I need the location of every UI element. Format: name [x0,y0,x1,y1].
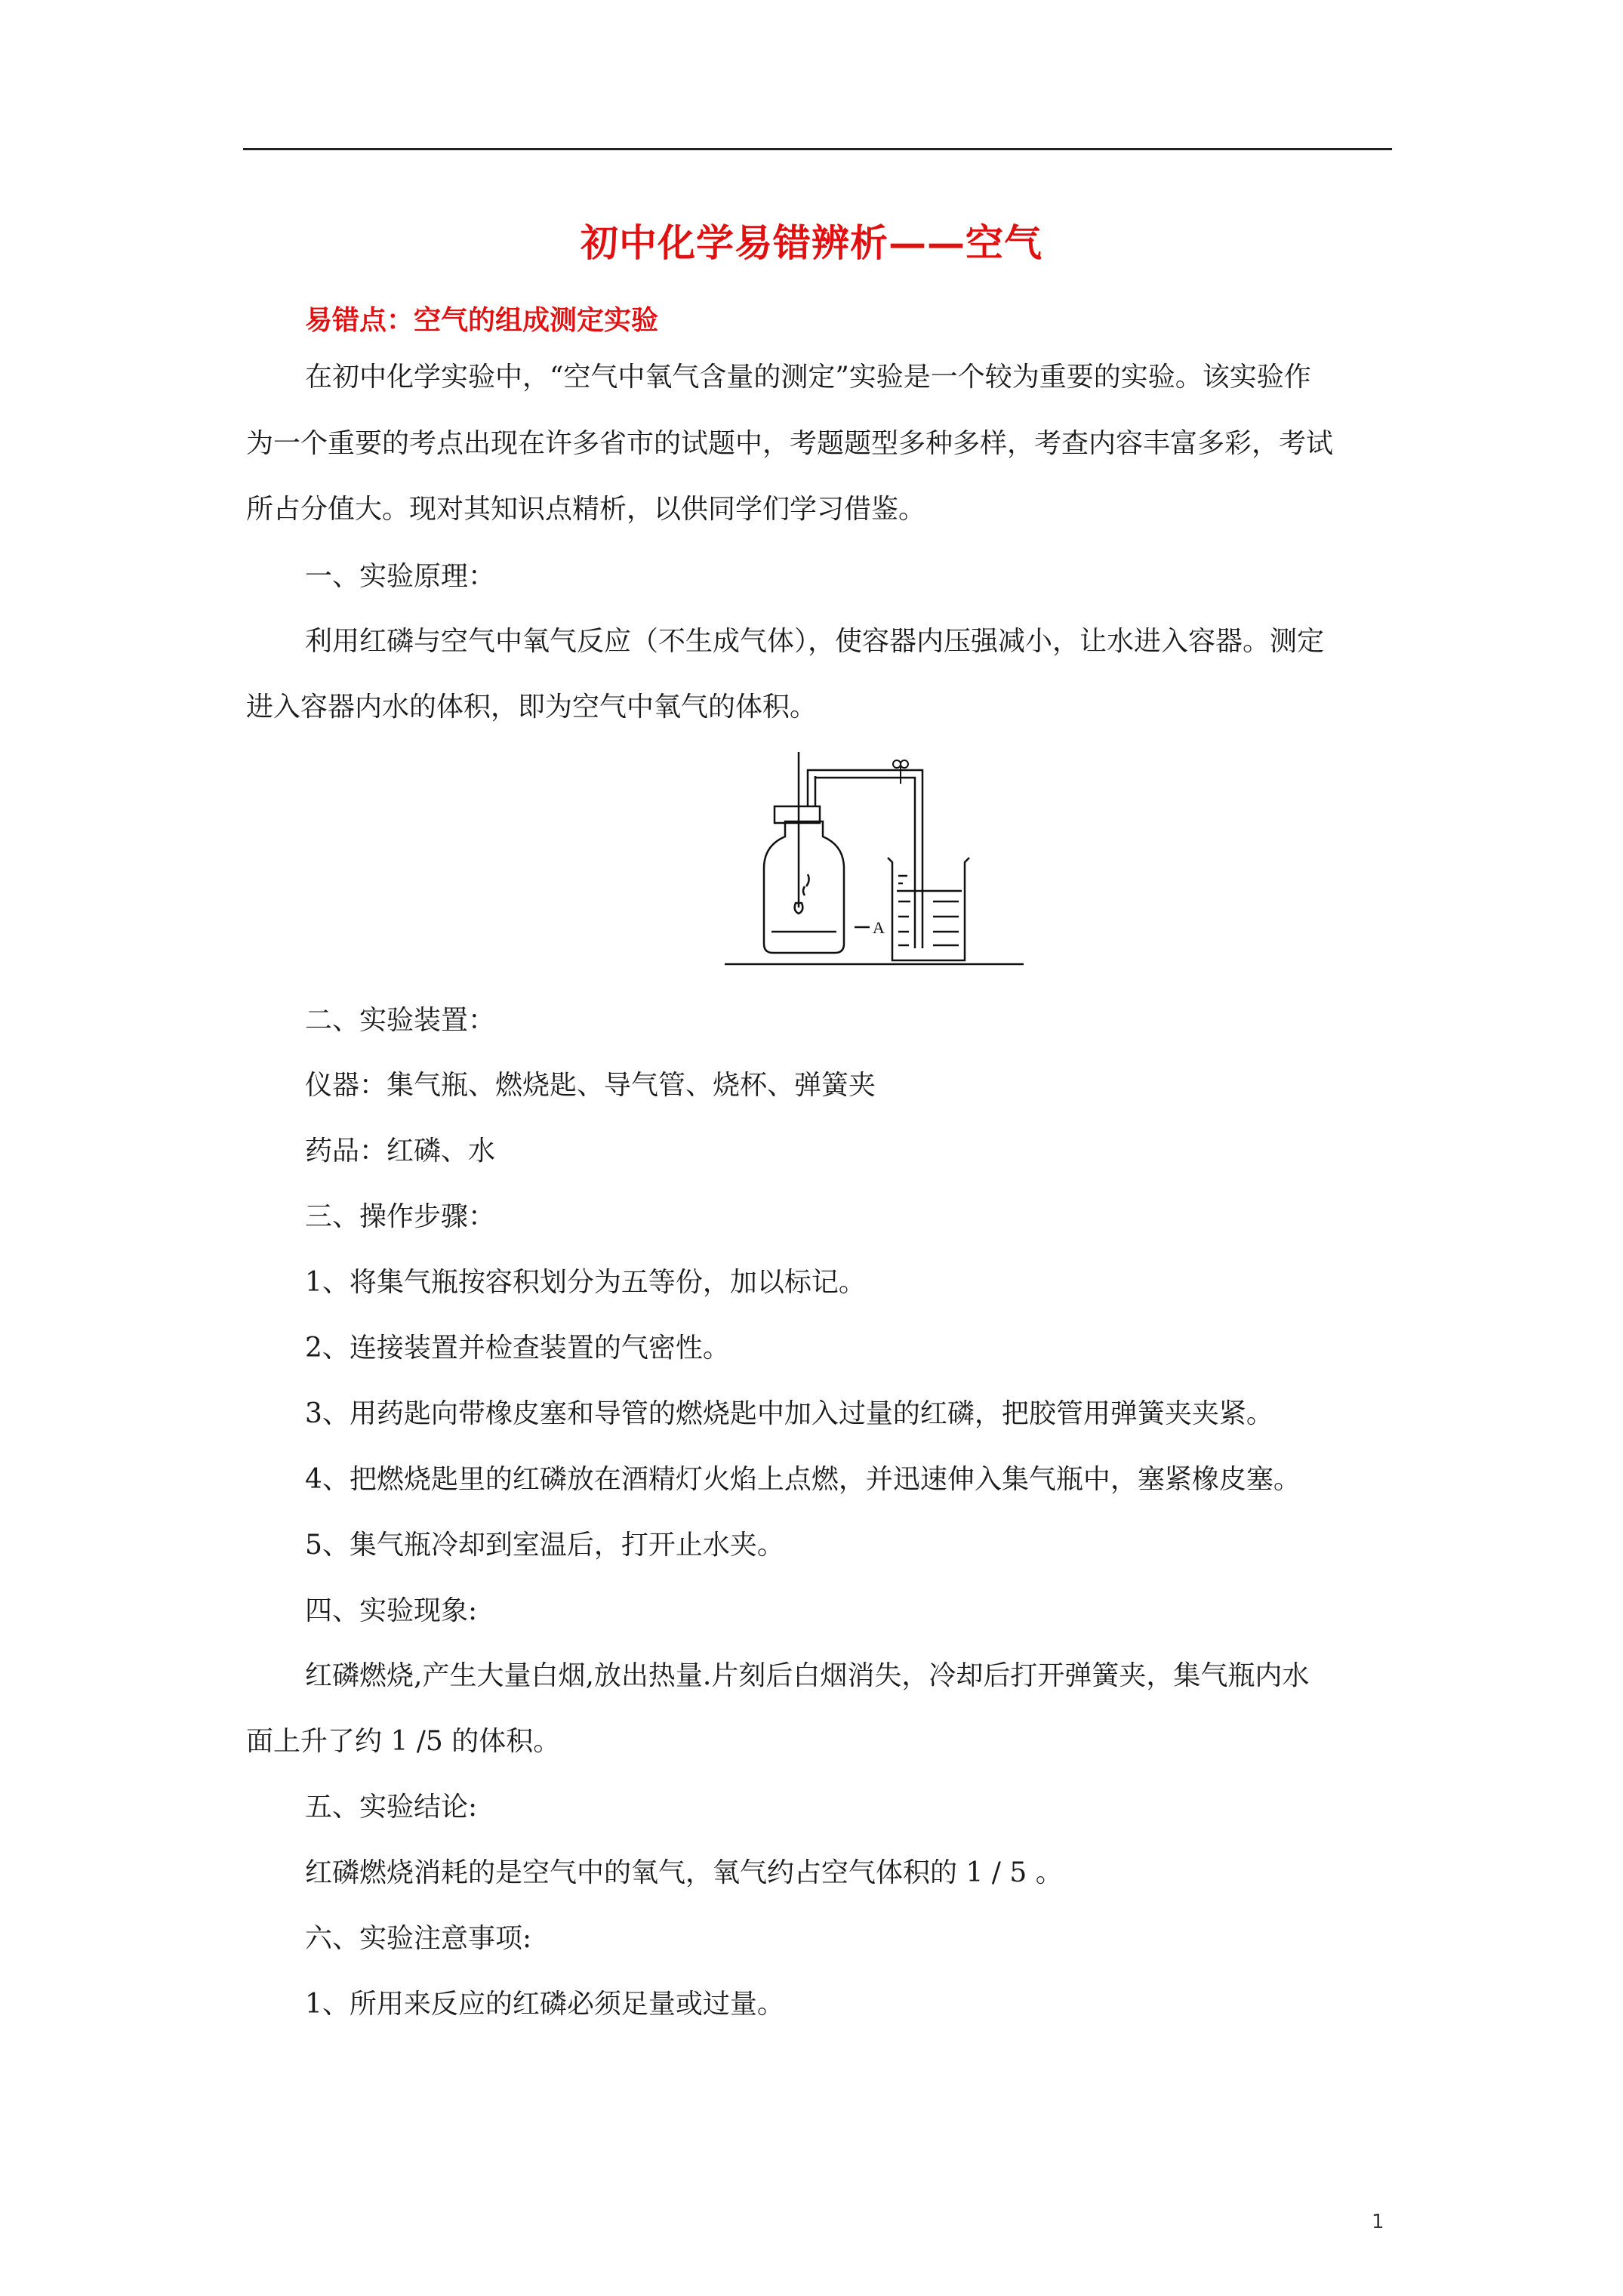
phenomena-line-2: 面上升了约 1 /5 的体积。 [246,1726,561,1757]
page-number: 1 [1372,2211,1384,2233]
step-4: 4、把燃烧匙里的红磷放在酒精灯火焰上点燃，并迅速伸入集气瓶中，塞紧橡皮塞。 [305,1464,1301,1495]
section-heading-apparatus: 二、实验装置： [305,1005,496,1036]
label-a: A [873,918,885,937]
section-heading-conclusion: 五、实验结论: [305,1792,478,1823]
step-5: 5、集气瓶冷却到室温后，打开止水夹。 [305,1530,784,1561]
notes-line-1: 1、所用来反应的红磷必须足量或过量。 [305,1989,784,2020]
page-title: 初中化学易错辨析——空气 [581,220,1042,265]
section-heading-principle: 一、实验原理： [305,561,496,592]
step-2: 2、连接装置并检查装置的气密性。 [305,1333,730,1364]
principle-line-1: 利用红磷与空气中氧气反应（不生成气体），使容器内压强减小，让水进入容器。测定 [305,626,1325,657]
section-heading-steps: 三、操作步骤： [305,1201,496,1232]
reagents-line: 药品：红磷、水 [305,1136,496,1166]
instruments-line: 仪器：集气瓶、燃烧匙、导气管、烧杯、弹簧夹 [305,1070,876,1101]
step-1: 1、将集气瓶按容积划分为五等份，加以标记。 [305,1267,866,1298]
rubber-stopper [775,806,820,823]
header-rule [243,148,1392,150]
intro-line-2: 为一个重要的考点出现在许多省市的试题中，考题题型多种多样，考查内容丰富多彩，考试 [246,428,1334,459]
spring-clamp [893,760,908,784]
conclusion-line: 红磷燃烧消耗的是空气中的氧气，氧气约占空气体积的 1 / 5 。 [305,1857,1063,1888]
intro-line-1: 在初中化学实验中，“空气中氧气含量的测定”实验是一个较为重要的实验。该实验作 [305,362,1311,393]
section-heading-notes: 六、实验注意事项: [305,1923,532,1954]
apparatus-diagram [723,747,1025,974]
intro-line-3: 所占分值大。现对其知识点精析，以供同学们学习借鉴。 [246,494,926,525]
phenomena-line-1: 红磷燃烧,产生大量白烟,放出热量.片刻后白烟消失，冷却后打开弹簧夹，集气瓶内水 [305,1660,1310,1691]
step-3: 3、用药匙向带橡皮塞和导管的燃烧匙中加入过量的红磷，把胶管用弹簧夹夹紧。 [305,1398,1273,1429]
section-heading-phenomena: 四、实验现象: [305,1595,478,1626]
principle-line-2: 进入容器内水的体积，即为空气中氧气的体积。 [246,692,818,723]
subtitle: 易错点：空气的组成测定实验 [305,304,659,336]
